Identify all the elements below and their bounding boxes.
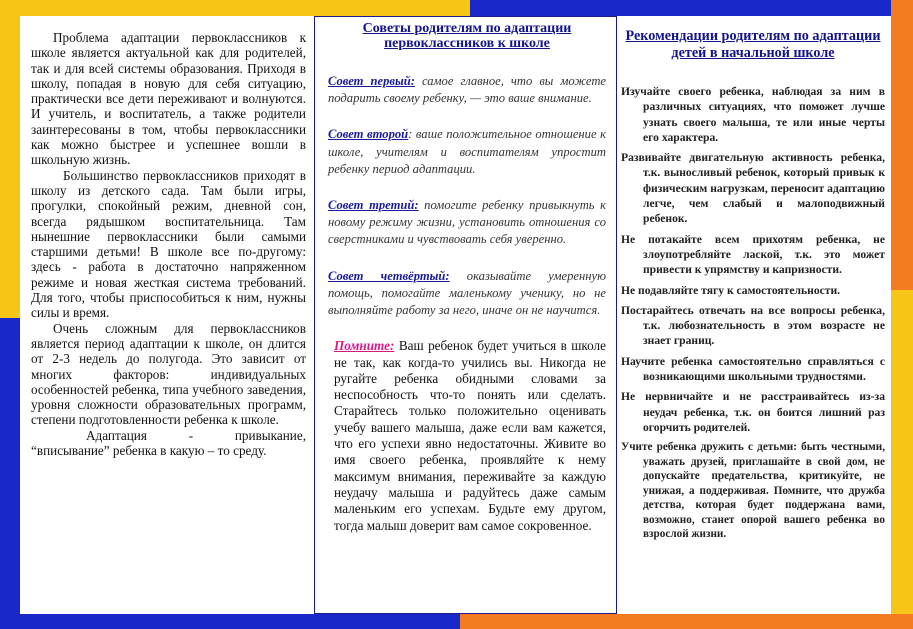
frame-blue-top-right	[470, 0, 913, 16]
recommendation-4: Не подавляйте тягу к самостоятельности.	[621, 283, 841, 297]
remember-text: Ваш ребенок будет учиться в школе не так, как когда-то учились вы. Никогда не ругайте ребенка обидными словами за неспособность что-то понять или сделать. Старайтесь только положительно оценивать учебу вашего малыша, даже если вам кажется, что его успехи явно недостаточны. Живите во имя своего ребенка, проявляйте к нему максимум внимания, переживайте за каждую неудачу малыша и радуйтесь даже самым маленьким его успехам. Будьте ему другом, тогда малыш доверит вам самое сокровенное.	[334, 338, 606, 533]
right-panel	[617, 16, 891, 614]
tip-1	[328, 73, 606, 107]
remember-block	[334, 338, 606, 534]
tip-4	[328, 268, 606, 320]
right-column	[621, 28, 885, 547]
tip-3-text: помогите ребенку привыкнуть к новому режиму жизни, установить отношения со сверстниками и чувствовать себя уверенно.	[328, 198, 607, 247]
remember-label: Помните:	[334, 338, 395, 354]
recommendation-8: Учите ребенка дружить с детьми: быть честными, уважать друзей, приглашайте в свой дом, не допускайте предательства, критикуйте, не унижая, а поддерживая. Помните, что дружба детства, которая будет поддержана вами, возможно, станет опорой вашего ребенка во взрослой жизни.	[621, 441, 885, 541]
frame-yellow-top	[0, 0, 470, 16]
tip-1-text: самое главное, что вы можете подарить своему ребенку, — это ваше внимание.	[328, 74, 606, 106]
tip-2-label: Совет второй	[328, 127, 409, 142]
right-title: Рекомендации родителям по адаптации детей в начальной школе	[625, 28, 881, 61]
frame-yellow-left	[0, 0, 20, 318]
left-paragraph-1: Проблема адаптации первоклассников к школе является актуальной как для родителей, так и для всей системы образования. Приходя в школу, попадая в новую для себя ситуацию, практически все дети переживают и волнуются. И учитель, и воспитатель, а также родители заинтересованы в том, чтобы первоклассники как можно быстрее и успешнее вошли в школьную жизнь.	[31, 30, 306, 168]
left-panel	[20, 16, 313, 614]
left-paragraph-3: Очень сложным для первоклассников является период адаптации к школе, он длится от 2-3 недель до полугода. Это зависит от многих факторов: индивидуальных особенностей ребенка, типа учебного заведения, уровня сложности образовательных программ, степени подготовленности ребенка к школе.	[31, 320, 306, 428]
tip-1-label: Совет первый:	[328, 74, 415, 88]
frame-blue-left	[0, 318, 20, 629]
left-paragraph-4: Адаптация - привыкание, “вписывание” ребенка в какую – то среду.	[31, 427, 306, 459]
recommendation-5: Постарайтесь отвечать на все вопросы ребенка, т.к. любознательность в этом возрасте не знает границ.	[621, 303, 885, 348]
left-paragraph-2: Большинство первоклассников приходят в школу из детского сада. Там были игры, прогулки, спокойный режим, дневной сон, всегда рядышком воспитательница. Там нынешние первоклассники были самыми старшими детьми! В школе все по-другому: здесь - работа в достаточно напряженном режиме и новая жесткая система требований. Для того, чтобы приспособиться к ним, нужны силы и время.	[31, 167, 306, 321]
recommendation-6: Научите ребенка самостоятельно справляться с возникающими школьными трудностями.	[621, 354, 885, 384]
tip-2-text: : ваше положительное отношение к школе, учителям и воспитателям упростит ребенку период адаптации.	[328, 127, 606, 176]
frame-yellow-right	[891, 290, 913, 629]
left-column-text	[31, 30, 306, 458]
recommendation-2: Развивайте двигательную активность ребенка, т.к. выносливый ребенок, который привык к физическим нагрузкам, переносит адаптацию легче, чем слабый и малоподвижный ребенок.	[621, 151, 885, 226]
frame-orange-bottom	[460, 614, 913, 629]
frame-blue-bottom	[0, 614, 460, 629]
tip-4-label: Совет четвёртый:	[328, 268, 450, 283]
tip-3	[328, 197, 606, 249]
tip-2	[328, 126, 606, 178]
recommendation-1: Изучайте своего ребенка, наблюдая за ним в различных ситуациях, что поможет лучше узнать своего малыша, те или иные черты его характера.	[621, 85, 885, 144]
middle-panel	[314, 16, 617, 614]
frame-orange-right	[891, 0, 913, 290]
recommendation-3: Не потакайте всем прихотям ребенка, не злоупотребляйте лаской, т.к. это может привести к упрямству и капризности.	[621, 232, 885, 277]
recommendation-7: Не нервничайте и не расстраивайтесь из-за неудач ребенка, т.к. он боится лишний раз огорчить родителей.	[621, 390, 885, 434]
middle-column	[328, 21, 606, 534]
tip-4-text: оказывайте умеренную помощь, помогайте маленькому ученику, но не выполняйте работу за него, иначе он не научится.	[328, 268, 606, 318]
middle-title: Советы родителям по адаптации первоклассников к школе	[362, 21, 572, 51]
tip-3-label: Совет третий:	[328, 198, 419, 213]
